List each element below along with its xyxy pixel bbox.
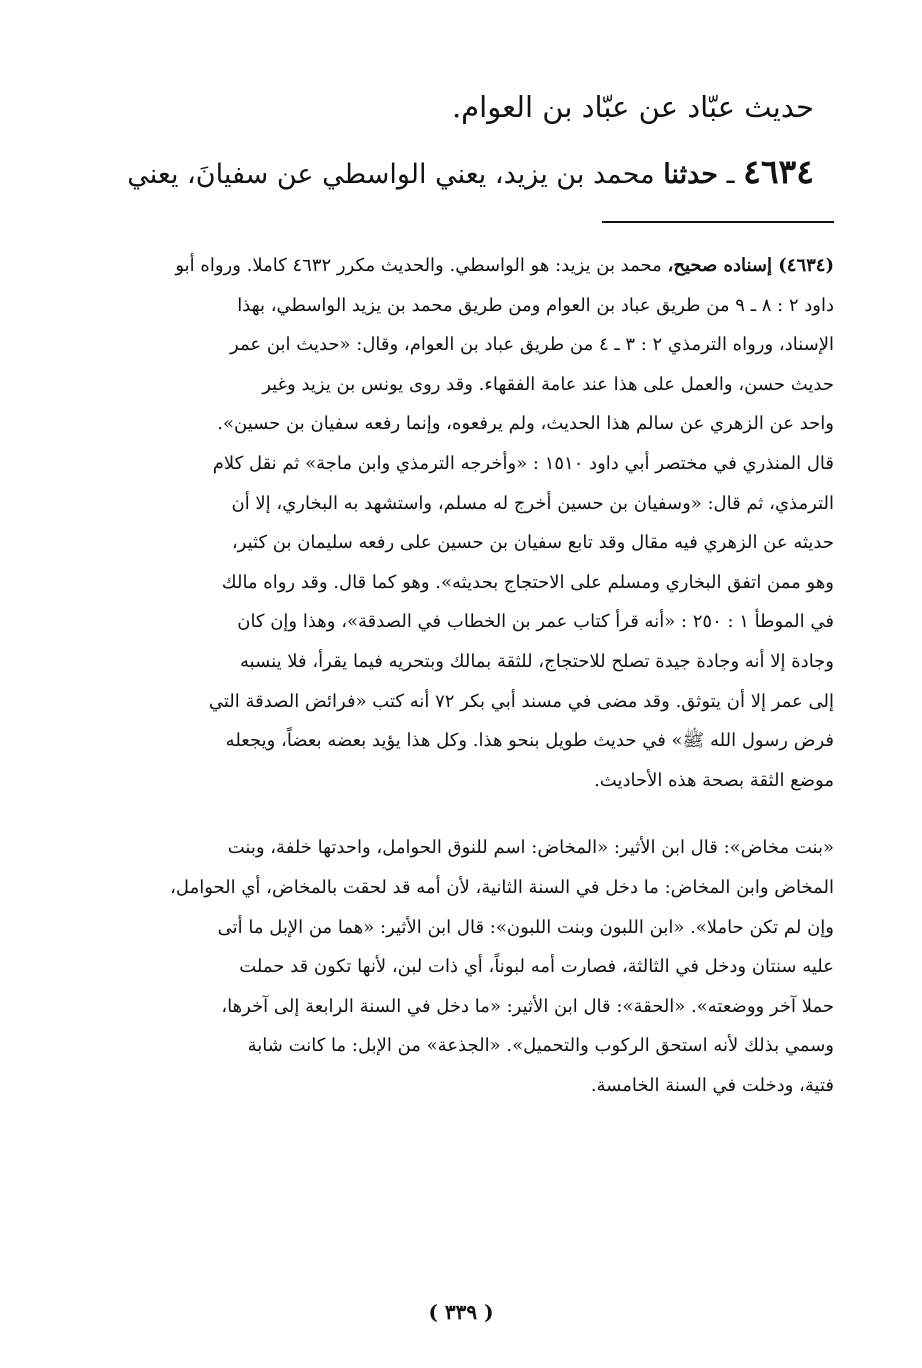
footnote-2 xyxy=(118,828,834,1105)
footnote-line: داود ٢ : ٨ ـ ٩ من طريق عباد بن العوام ومن طريق محمد بن يزيد الواسطي، بهذا xyxy=(237,294,834,316)
footnote-gap xyxy=(118,800,834,828)
footnote-line: حملا آخر ووضعته». «الحقة»: قال ابن الأثير: «ما دخل في السنة الرابعة إلى آخرها، xyxy=(221,995,834,1017)
footnote-bold-lead: (٤٦٣٤) إسناده صحيح، xyxy=(667,255,834,276)
footnote-line: وهو ممن اتفق البخاري ومسلم على الاحتجاج بحديثه». وهو كما قال. وقد رواه مالك xyxy=(221,571,834,593)
footnote-line: عليه سنتان ودخل في الثالثة، فصارت أمه لبوناً، أي ذات لبن، لأنها تكون قد حملت xyxy=(239,956,834,978)
footnote-line: حديثه عن الزهري فيه مقال وقد تابع سفيان بن حسين على رفعه سليمان بن كثير، xyxy=(231,532,834,554)
footnote-line: واحد عن الزهري عن سالم هذا الحديث، ولم يرفعوه، وإنما رفعه سفيان بن حسين». xyxy=(217,413,834,435)
hadith-line-2 xyxy=(120,148,814,199)
footnote-line: «بنت مخاض»: قال ابن الأثير: «المخاض: اسم للنوق الحوامل، واحدتها خلفة، وبنت xyxy=(227,837,834,859)
footnote-line: فتية، ودخلت في السنة الخامسة. xyxy=(590,1074,834,1096)
footnote-line: الإسناد، ورواه الترمذي ٢ : ٣ ـ ٤ من طريق عباد بن العوام، وقال: «حديث ابن عمر xyxy=(230,334,834,356)
footnote-line xyxy=(118,246,834,286)
hadith-dash: ـ xyxy=(726,159,735,190)
footnote-separator xyxy=(602,221,834,223)
footnote-text: محمد بن يزيد: هو الواسطي. والحديث مكرر ٤٦٣٢ كاملا. ورواه أبو xyxy=(175,255,668,276)
hadith-line-1: حديث عبّاد عن عبّاد بن العوام. xyxy=(451,90,814,124)
footnote-line: إلى عمر إلا أن يتوثق. وقد مضى في مسند أبي بكر ٧٢ أنه كتب «فرائض الصدقة التي xyxy=(208,690,834,712)
footnote-line: المخاض وابن المخاض: ما دخل في السنة الثانية، لأن أمه قد لحقت بالمخاض، أي الحوامل، xyxy=(170,876,834,898)
footnote-line: حديث حسن، والعمل على هذا عند عامة الفقهاء. وقد روى يونس بن يزيد وغير xyxy=(262,373,834,395)
footnote-line: وجادة إلا أنه وجادة جيدة تصلح للاحتجاج، للثقة بمالك وبتحريه فيما يقرأ، فلا ينسبه xyxy=(240,650,834,672)
footnote-line: في الموطأ ١ : ٢٥٠ : «أنه قرأ كتاب عمر بن الخطاب في الصدقة»، وهذا وإن كان xyxy=(237,611,834,633)
footnotes-block xyxy=(118,246,834,1105)
footnote-line: وسمي بذلك لأنه استحق الركوب والتحميل». «الجذعة» من الإبل: ما كانت شابة xyxy=(247,1035,834,1057)
hadith-number: ٤٦٣٤ xyxy=(743,152,814,191)
footnote-line: وإن لم تكن حاملا». «ابن اللبون وبنت اللبون»: قال ابن الأثير: «هما من الإبل ما أتى xyxy=(217,916,834,938)
footnote-line: قال المنذري في مختصر أبي داود ١٥١٠ : «وأخرجه الترمذي وابن ماجة» ثم نقل كلام xyxy=(212,452,834,474)
footnote-line: موضع الثقة بصحة هذه الأحاديث. xyxy=(594,769,834,791)
footnote-line: فرض رسول الله ﷺ» في حديث طويل بنحو هذا. وكل هذا يؤيد بعضه بعضاً، ويجعله xyxy=(225,730,834,752)
footnote-1 xyxy=(118,246,834,800)
hadith-line-2-text: محمد بن يزيد، يعني الواسطي عن سفيانَ، يعني xyxy=(127,159,655,190)
footnote-line: الترمذي، ثم قال: «وسفيان بن حسين أخرج له مسلم، واستشهد به البخاري، إلا أن xyxy=(231,492,834,514)
hadith-intro-word: حدثنا xyxy=(663,159,718,190)
page-number: ( ٣٣٩ ) xyxy=(428,1300,494,1324)
hadith-text-block xyxy=(120,82,814,199)
